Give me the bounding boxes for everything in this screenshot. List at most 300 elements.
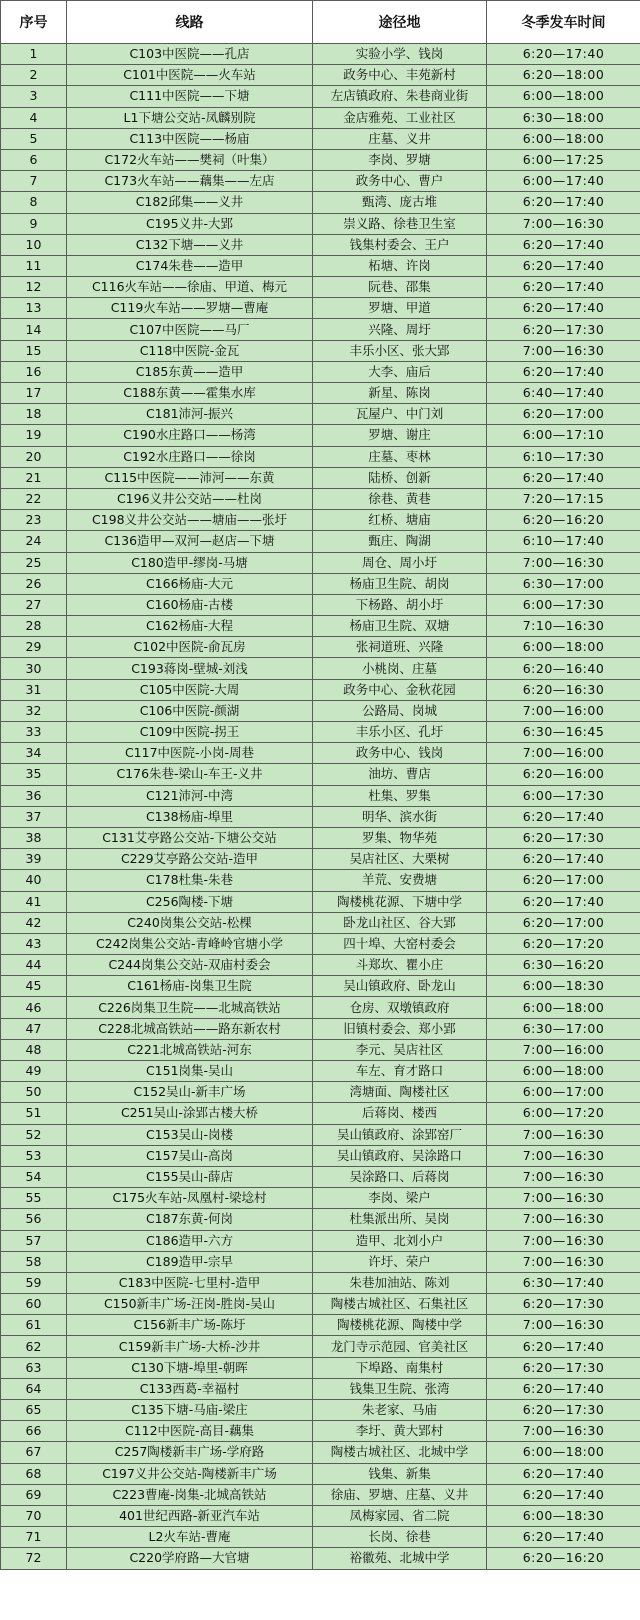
cell-via: 徐巷、黄巷 — [313, 488, 487, 509]
cell-via: 陶楼桃花源、陶楼中学 — [313, 1315, 487, 1336]
cell-route: C172火车站——樊祠（叶集） — [67, 149, 313, 170]
cell-index: 41 — [1, 891, 67, 912]
cell-route: C121沛河-中湾 — [67, 785, 313, 806]
cell-index: 61 — [1, 1315, 67, 1336]
cell-index: 12 — [1, 277, 67, 298]
table-row — [1, 1082, 640, 1103]
table-row — [1, 700, 640, 721]
cell-route: C113中医院——杨庙 — [67, 128, 313, 149]
cell-index: 71 — [1, 1527, 67, 1548]
cell-index: 25 — [1, 552, 67, 573]
cell-index: 54 — [1, 1166, 67, 1187]
table-row — [1, 192, 640, 213]
table-row — [1, 616, 640, 637]
cell-index: 21 — [1, 467, 67, 488]
cell-departure-time: 6:30—18:00 — [487, 107, 640, 128]
cell-departure-time: 7:00—16:30 — [487, 1166, 640, 1187]
cell-departure-time: 7:00—16:00 — [487, 700, 640, 721]
cell-via: 吴山镇政府、吴涂路口 — [313, 1145, 487, 1166]
cell-index: 5 — [1, 128, 67, 149]
cell-departure-time: 6:20—17:00 — [487, 912, 640, 933]
cell-departure-time: 6:20—17:40 — [487, 234, 640, 255]
table-row — [1, 637, 640, 658]
cell-route: C228北城高铁站——路东新农村 — [67, 1018, 313, 1039]
table-row — [1, 1061, 640, 1082]
cell-via: 明华、滨水街 — [313, 806, 487, 827]
cell-index: 11 — [1, 255, 67, 276]
table-row — [1, 1442, 640, 1463]
cell-departure-time: 6:20—17:40 — [487, 1527, 640, 1548]
cell-departure-time: 6:00—17:20 — [487, 1103, 640, 1124]
cell-departure-time: 6:20—17:40 — [487, 1378, 640, 1399]
cell-departure-time: 6:10—17:40 — [487, 531, 640, 552]
cell-departure-time: 7:00—16:30 — [487, 1421, 640, 1442]
cell-index: 72 — [1, 1548, 67, 1569]
cell-index: 28 — [1, 616, 67, 637]
cell-route: C182邱集——义井 — [67, 192, 313, 213]
cell-via: 罗集、物华苑 — [313, 827, 487, 848]
table-row — [1, 1039, 640, 1060]
table-row — [1, 404, 640, 425]
cell-route: C162杨庙-大程 — [67, 616, 313, 637]
table-row — [1, 997, 640, 1018]
table-row — [1, 1145, 640, 1166]
table-row — [1, 213, 640, 234]
cell-via: 徐庙、罗塘、庄墓、义井 — [313, 1484, 487, 1505]
cell-index: 46 — [1, 997, 67, 1018]
cell-departure-time: 6:20—17:40 — [487, 298, 640, 319]
cell-route: C166杨庙-大元 — [67, 573, 313, 594]
header-route: 线路 — [67, 1, 313, 44]
cell-index: 2 — [1, 65, 67, 86]
cell-departure-time: 6:00—18:00 — [487, 1442, 640, 1463]
cell-departure-time: 6:20—17:00 — [487, 404, 640, 425]
cell-index: 8 — [1, 192, 67, 213]
cell-via: 陶楼古城社区、石集社区 — [313, 1294, 487, 1315]
cell-route: C133西葛-幸福村 — [67, 1378, 313, 1399]
cell-departure-time: 6:00—18:00 — [487, 997, 640, 1018]
cell-index: 10 — [1, 234, 67, 255]
cell-index: 63 — [1, 1357, 67, 1378]
cell-via: 罗塘、甲道 — [313, 298, 487, 319]
table-row — [1, 1188, 640, 1209]
table-row — [1, 849, 640, 870]
cell-departure-time: 7:00—16:30 — [487, 1145, 640, 1166]
table-row — [1, 785, 640, 806]
cell-index: 20 — [1, 446, 67, 467]
cell-via: 仓房、双墩镇政府 — [313, 997, 487, 1018]
cell-departure-time: 7:00—16:30 — [487, 1209, 640, 1230]
cell-via: 许圩、荣户 — [313, 1251, 487, 1272]
cell-route: C116火车站——徐庙、甲道、梅元 — [67, 277, 313, 298]
cell-departure-time: 6:20—17:40 — [487, 806, 640, 827]
table-row — [1, 1124, 640, 1145]
cell-via: 周仓、周小圩 — [313, 552, 487, 573]
cell-index: 67 — [1, 1442, 67, 1463]
cell-via: 甄庄、陶湖 — [313, 531, 487, 552]
cell-index: 60 — [1, 1294, 67, 1315]
cell-departure-time: 6:20—16:20 — [487, 510, 640, 531]
cell-route: C196义井公交站——杜岗 — [67, 488, 313, 509]
cell-route: C151岗集-吴山 — [67, 1061, 313, 1082]
cell-route: 401世纪西路-新亚汽车站 — [67, 1505, 313, 1526]
table-row — [1, 573, 640, 594]
cell-index: 57 — [1, 1230, 67, 1251]
cell-departure-time: 6:30—17:00 — [487, 1018, 640, 1039]
cell-index: 36 — [1, 785, 67, 806]
table-row — [1, 891, 640, 912]
cell-departure-time: 6:40—17:40 — [487, 383, 640, 404]
cell-departure-time: 6:20—17:40 — [487, 891, 640, 912]
cell-index: 37 — [1, 806, 67, 827]
cell-departure-time: 6:20—16:00 — [487, 764, 640, 785]
cell-route: C103中医院——孔店 — [67, 44, 313, 65]
header-via: 途径地 — [313, 1, 487, 44]
cell-index: 70 — [1, 1505, 67, 1526]
cell-route: C186造甲-六方 — [67, 1230, 313, 1251]
cell-via: 李圩、黄大郢村 — [313, 1421, 487, 1442]
cell-via: 兴隆、周圩 — [313, 319, 487, 340]
cell-via: 钱集卫生院、张湾 — [313, 1378, 487, 1399]
cell-via: 斗郑坎、瞿小庄 — [313, 955, 487, 976]
cell-index: 66 — [1, 1421, 67, 1442]
cell-via: 羊荒、安费塘 — [313, 870, 487, 891]
cell-index: 58 — [1, 1251, 67, 1272]
cell-departure-time: 6:20—17:30 — [487, 319, 640, 340]
cell-departure-time: 7:00—16:30 — [487, 340, 640, 361]
cell-via: 政务中心、金秋花园 — [313, 679, 487, 700]
cell-departure-time: 7:00—16:30 — [487, 1230, 640, 1251]
table-row — [1, 488, 640, 509]
cell-departure-time: 6:00—18:00 — [487, 128, 640, 149]
cell-via: 造甲、北刘小户 — [313, 1230, 487, 1251]
table-row — [1, 44, 640, 65]
table-row — [1, 594, 640, 615]
cell-via: 吴山镇政府、卧龙山 — [313, 976, 487, 997]
cell-via: 陶楼古城社区、北城中学 — [313, 1442, 487, 1463]
cell-departure-time: 6:00—17:40 — [487, 171, 640, 192]
cell-route: C229艾亭路公交站-造甲 — [67, 849, 313, 870]
cell-departure-time: 6:20—16:20 — [487, 1548, 640, 1569]
cell-index: 3 — [1, 86, 67, 107]
table-row — [1, 1527, 640, 1548]
cell-route: C107中医院——马厂 — [67, 319, 313, 340]
cell-route: C135下塘-马庙-梁庄 — [67, 1400, 313, 1421]
cell-departure-time: 6:00—18:00 — [487, 637, 640, 658]
cell-route: C187东黄-何岗 — [67, 1209, 313, 1230]
cell-departure-time: 6:20—17:40 — [487, 361, 640, 382]
cell-via: 吴涂路口、后蒋岗 — [313, 1166, 487, 1187]
cell-via: 杨庙卫生院、胡岗 — [313, 573, 487, 594]
cell-index: 43 — [1, 933, 67, 954]
cell-route: C131艾亭路公交站-下塘公交站 — [67, 827, 313, 848]
cell-via: 政务中心、丰苑新村 — [313, 65, 487, 86]
cell-via: 油坊、曹店 — [313, 764, 487, 785]
cell-index: 40 — [1, 870, 67, 891]
cell-route: C244岗集公交站-双庙村委会 — [67, 955, 313, 976]
cell-via: 钱集村委会、王户 — [313, 234, 487, 255]
cell-departure-time: 7:00—16:30 — [487, 1315, 640, 1336]
table-row — [1, 806, 640, 827]
cell-route: C105中医院-大周 — [67, 679, 313, 700]
cell-index: 1 — [1, 44, 67, 65]
cell-via: 朱巷加油站、陈刘 — [313, 1272, 487, 1293]
table-row — [1, 1018, 640, 1039]
cell-route: C221北城高铁站-河东 — [67, 1039, 313, 1060]
cell-route: C195义井-大郢 — [67, 213, 313, 234]
cell-via: 凤梅家园、省二院 — [313, 1505, 487, 1526]
cell-index: 31 — [1, 679, 67, 700]
table-row — [1, 65, 640, 86]
cell-route: C106中医院-颜湖 — [67, 700, 313, 721]
cell-index: 68 — [1, 1463, 67, 1484]
cell-via: 陶楼桃花源、下塘中学 — [313, 891, 487, 912]
cell-index: 64 — [1, 1378, 67, 1399]
cell-departure-time: 6:30—16:20 — [487, 955, 640, 976]
cell-via: 罗塘、谢庄 — [313, 425, 487, 446]
table-row — [1, 298, 640, 319]
cell-route: C115中医院——沛河——东黄 — [67, 467, 313, 488]
cell-route: C138杨庙-埠里 — [67, 806, 313, 827]
table-row — [1, 128, 640, 149]
cell-route: C132下塘——义井 — [67, 234, 313, 255]
table-row — [1, 149, 640, 170]
cell-route: C136造甲—双河—赵店—下塘 — [67, 531, 313, 552]
table-row — [1, 743, 640, 764]
cell-departure-time: 7:00—16:00 — [487, 743, 640, 764]
cell-route: C101中医院——火车站 — [67, 65, 313, 86]
cell-index: 51 — [1, 1103, 67, 1124]
cell-index: 65 — [1, 1400, 67, 1421]
cell-index: 56 — [1, 1209, 67, 1230]
cell-index: 62 — [1, 1336, 67, 1357]
cell-departure-time: 6:20—17:00 — [487, 870, 640, 891]
cell-departure-time: 6:00—17:30 — [487, 785, 640, 806]
cell-index: 18 — [1, 404, 67, 425]
cell-departure-time: 6:20—17:40 — [487, 467, 640, 488]
cell-departure-time: 6:00—18:00 — [487, 1061, 640, 1082]
table-row — [1, 340, 640, 361]
cell-route: C193蒋岗-壁城-刘浅 — [67, 658, 313, 679]
cell-index: 50 — [1, 1082, 67, 1103]
cell-departure-time: 6:20—17:40 — [487, 1463, 640, 1484]
table-row — [1, 1421, 640, 1442]
table-row — [1, 446, 640, 467]
table-row — [1, 467, 640, 488]
table-row — [1, 255, 640, 276]
table-row — [1, 86, 640, 107]
cell-via: 政务中心、钱岗 — [313, 743, 487, 764]
cell-via: 左店镇政府、朱巷商业街 — [313, 86, 487, 107]
table-row — [1, 912, 640, 933]
cell-departure-time: 6:20—17:40 — [487, 255, 640, 276]
cell-route: C226岗集卫生院——北城高铁站 — [67, 997, 313, 1018]
cell-via: 后蒋岗、楼西 — [313, 1103, 487, 1124]
table-row — [1, 234, 640, 255]
table-row — [1, 1336, 640, 1357]
cell-via: 杜集派出所、吴岗 — [313, 1209, 487, 1230]
cell-index: 7 — [1, 171, 67, 192]
cell-route: C150新丰广场-汪岗-胜岗-吴山 — [67, 1294, 313, 1315]
table-row — [1, 933, 640, 954]
cell-route: C102中医院-俞瓦房 — [67, 637, 313, 658]
cell-via: 车左、育才路口 — [313, 1061, 487, 1082]
cell-departure-time: 6:20—17:40 — [487, 192, 640, 213]
cell-route: C160杨庙-古楼 — [67, 594, 313, 615]
cell-route: C109中医院-拐王 — [67, 722, 313, 743]
cell-index: 27 — [1, 594, 67, 615]
cell-index: 30 — [1, 658, 67, 679]
cell-departure-time: 6:00—17:00 — [487, 1082, 640, 1103]
cell-index: 13 — [1, 298, 67, 319]
cell-route: C256陶楼-下塘 — [67, 891, 313, 912]
table-row — [1, 552, 640, 573]
cell-route: C189造甲-宗早 — [67, 1251, 313, 1272]
table-row — [1, 319, 640, 340]
table-row — [1, 1315, 640, 1336]
cell-via: 金店雅苑、工业社区 — [313, 107, 487, 128]
cell-via: 庄墓、枣林 — [313, 446, 487, 467]
cell-departure-time: 6:20—17:40 — [487, 1336, 640, 1357]
cell-index: 55 — [1, 1188, 67, 1209]
cell-via: 公路局、岗城 — [313, 700, 487, 721]
cell-via: 政务中心、曹户 — [313, 171, 487, 192]
cell-via: 裕徽苑、北城中学 — [313, 1548, 487, 1569]
cell-route: C190水庄路口——杨湾 — [67, 425, 313, 446]
cell-route: C242岗集公交站-青峰岭官塘小学 — [67, 933, 313, 954]
cell-route: C178杜集-朱巷 — [67, 870, 313, 891]
cell-route: C112中医院-高目-藕集 — [67, 1421, 313, 1442]
cell-index: 35 — [1, 764, 67, 785]
cell-route: C220学府路—大官塘 — [67, 1548, 313, 1569]
cell-index: 22 — [1, 488, 67, 509]
table-row — [1, 1230, 640, 1251]
cell-departure-time: 6:00—18:00 — [487, 86, 640, 107]
table-row — [1, 277, 640, 298]
cell-index: 9 — [1, 213, 67, 234]
cell-via: 崇义路、徐巷卫生室 — [313, 213, 487, 234]
cell-departure-time: 7:10—16:30 — [487, 616, 640, 637]
cell-index: 53 — [1, 1145, 67, 1166]
table-row — [1, 171, 640, 192]
cell-route: C119火车站——罗塘—曹庵 — [67, 298, 313, 319]
cell-departure-time: 6:20—17:30 — [487, 1357, 640, 1378]
cell-via: 吴山镇政府、涂郢窑厂 — [313, 1124, 487, 1145]
cell-index: 59 — [1, 1272, 67, 1293]
cell-via: 李岗、梁户 — [313, 1188, 487, 1209]
cell-route: L2火车站-曹庵 — [67, 1527, 313, 1548]
cell-via: 龙门寺示范园、官美社区 — [313, 1336, 487, 1357]
cell-departure-time: 6:20—17:30 — [487, 1294, 640, 1315]
cell-departure-time: 7:00—16:30 — [487, 1188, 640, 1209]
cell-via: 实验小学、钱岗 — [313, 44, 487, 65]
table-row — [1, 1209, 640, 1230]
cell-index: 45 — [1, 976, 67, 997]
cell-route: C174朱巷——造甲 — [67, 255, 313, 276]
cell-via: 柘塘、许岗 — [313, 255, 487, 276]
cell-index: 32 — [1, 700, 67, 721]
cell-via: 卧龙山社区、谷大郢 — [313, 912, 487, 933]
cell-route: C159新丰广场-大桥-沙井 — [67, 1336, 313, 1357]
cell-departure-time: 6:20—16:40 — [487, 658, 640, 679]
cell-departure-time: 6:00—17:10 — [487, 425, 640, 446]
cell-index: 34 — [1, 743, 67, 764]
cell-departure-time: 6:20—17:30 — [487, 1400, 640, 1421]
cell-departure-time: 6:20—17:40 — [487, 44, 640, 65]
table-row — [1, 1463, 640, 1484]
table-row — [1, 976, 640, 997]
table-row — [1, 361, 640, 382]
cell-via: 丰乐小区、张大郢 — [313, 340, 487, 361]
table-row — [1, 679, 640, 700]
cell-index: 17 — [1, 383, 67, 404]
cell-via: 下埠路、南集村 — [313, 1357, 487, 1378]
table-header-row — [1, 1, 640, 44]
cell-index: 69 — [1, 1484, 67, 1505]
cell-index: 16 — [1, 361, 67, 382]
cell-via: 庄墓、义井 — [313, 128, 487, 149]
header-winter-departure-time: 冬季发车时间 — [487, 1, 640, 44]
cell-index: 24 — [1, 531, 67, 552]
table-row — [1, 1400, 640, 1421]
cell-via: 丰乐小区、孔圩 — [313, 722, 487, 743]
table-row — [1, 383, 640, 404]
cell-route: C173火车站——藕集——左店 — [67, 171, 313, 192]
cell-via: 杜集、罗集 — [313, 785, 487, 806]
table-row — [1, 1378, 640, 1399]
cell-route: C176朱巷-梁山-车王-义井 — [67, 764, 313, 785]
cell-departure-time: 6:00—18:30 — [487, 1505, 640, 1526]
cell-route: C223曹庵-岗集-北城高铁站 — [67, 1484, 313, 1505]
cell-route: C130下塘-埠里-朝晖 — [67, 1357, 313, 1378]
table-row — [1, 510, 640, 531]
cell-index: 47 — [1, 1018, 67, 1039]
cell-route: C156新丰广场-陈圩 — [67, 1315, 313, 1336]
cell-departure-time: 7:00—16:30 — [487, 1124, 640, 1145]
cell-via: 阮巷、邵集 — [313, 277, 487, 298]
header-index: 序号 — [1, 1, 67, 44]
cell-departure-time: 6:20—17:30 — [487, 827, 640, 848]
table-row — [1, 107, 640, 128]
cell-route: C257陶楼新丰广场-学府路 — [67, 1442, 313, 1463]
cell-route: C197义井公交站-陶楼新丰广场 — [67, 1463, 313, 1484]
table-row — [1, 658, 640, 679]
cell-via: 陆桥、创新 — [313, 467, 487, 488]
cell-via: 甄湾、庞古堆 — [313, 192, 487, 213]
cell-departure-time: 6:30—17:00 — [487, 573, 640, 594]
cell-departure-time: 7:00—16:30 — [487, 213, 640, 234]
table-row — [1, 425, 640, 446]
cell-route: C192水庄路口——徐岗 — [67, 446, 313, 467]
cell-via: 旧镇村委会、郑小郢 — [313, 1018, 487, 1039]
cell-via: 李岗、罗塘 — [313, 149, 487, 170]
cell-route: C152吴山-新丰广场 — [67, 1082, 313, 1103]
table-row — [1, 1548, 640, 1569]
cell-departure-time: 6:20—17:40 — [487, 1484, 640, 1505]
cell-route: C180造甲-缪岗-马塘 — [67, 552, 313, 573]
cell-via: 湾塘面、陶楼社区 — [313, 1082, 487, 1103]
cell-via: 吴店社区、大栗树 — [313, 849, 487, 870]
cell-route: C251吴山-涂郢古楼大桥 — [67, 1103, 313, 1124]
table-row — [1, 870, 640, 891]
cell-departure-time: 7:00—16:00 — [487, 1039, 640, 1060]
table-row — [1, 1251, 640, 1272]
table-row — [1, 1103, 640, 1124]
cell-via: 下杨路、胡小圩 — [313, 594, 487, 615]
cell-departure-time: 7:00—16:30 — [487, 552, 640, 573]
table-row — [1, 722, 640, 743]
table-row — [1, 1357, 640, 1378]
